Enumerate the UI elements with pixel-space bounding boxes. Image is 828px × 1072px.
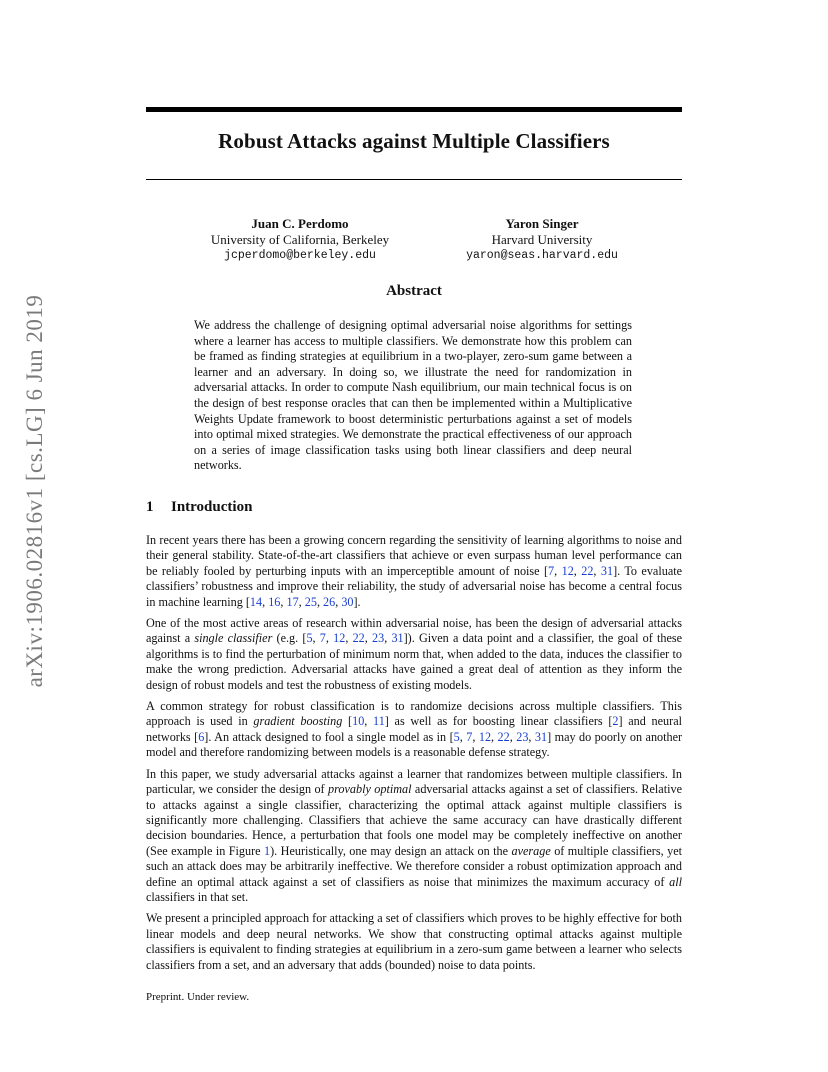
author-affiliation: Harvard University: [491, 232, 593, 247]
abstract-text: We address the challenge of designing optimal adversarial noise algorithms for settings where a learner has access to multiple classifiers. We demonstrate how this problem can be framed as finding strategies at equilibrium in a two-player, zero-sum game between a learner and an adversary. In doing so, we illustrate the need for randomization in adversarial attacks. In order to compute Nash equilibrium, our main technical focus is on the design of best response oracles that can then be implemented within a Multiplicative Weights Update framework to boost deterministic perturbations against a set of models into optimal mixed strategies. We demonstrate the practical effectiveness of our approach on a series of image classification tasks using both linear classifiers and deep neural networks.: [194, 318, 632, 473]
citation-link[interactable]: 23: [516, 729, 529, 744]
citation-link[interactable]: 10: [352, 714, 365, 729]
author-block: [450, 216, 634, 264]
title-top-rule: [146, 107, 682, 112]
body-text: ,: [554, 563, 562, 578]
arxiv-identifier-stamp: arXiv:1906.02816v1 [cs.LG] 6 Jun 2019: [22, 294, 47, 688]
author-name: Yaron Singer: [505, 216, 579, 231]
author-block: [190, 216, 410, 264]
citation-link[interactable]: 22: [581, 563, 594, 578]
body-text: ,: [325, 631, 334, 646]
body-text: ). Heuristically, one may design an attack on the: [270, 843, 512, 858]
body-text: A common strategy for robust classification is to randomize decisions across multiple classifiers. This approach is used in: [146, 699, 682, 729]
citation-link[interactable]: 12: [478, 729, 492, 744]
author-name: Juan C. Perdomo: [251, 216, 349, 231]
paragraph: [146, 911, 682, 973]
introduction-body: [146, 533, 682, 979]
body-text: ,: [593, 563, 601, 578]
body-text: ]). Given a data point and a classifier, the goal of these algorithms is to find the perturbation of minimum norm that, when added to the data, induces the classifier to make the wrong prediction. Adversarial attacks have gained a great deal of attention as they inform the design of robust models and test the robustness of existing models.: [146, 631, 683, 692]
author-email: yaron@seas.harvard.edu: [466, 249, 618, 262]
body-text: ]. An attack designed to fool a single model as in [: [204, 729, 454, 744]
paragraph: [146, 699, 682, 761]
citation-link[interactable]: 31: [391, 631, 404, 646]
citation-link[interactable]: 12: [333, 631, 346, 646]
citation-link[interactable]: 11: [373, 714, 385, 729]
section-title: Introduction: [171, 499, 253, 515]
body-text: ,: [262, 594, 269, 609]
body-text: of multiple classifiers, yet such an attack does may be arbitrarily ineffective. We therefore consider a robust optimization approach and define an optimal attack against a set of classifiers as noise that minimizes the maximum accuracy of: [146, 843, 682, 889]
citation-link[interactable]: 22: [497, 729, 510, 744]
citation-link[interactable]: 7: [548, 563, 555, 578]
citation-link[interactable]: 23: [372, 631, 385, 646]
body-text: ] may do poorly on another model and therefore randomizing between models is a reasonable defense strategy.: [146, 729, 683, 760]
body-text: ,: [364, 631, 372, 646]
paper-title: Robust Attacks against Multiple Classifiers: [218, 129, 610, 153]
citation-link[interactable]: 5: [453, 729, 460, 744]
body-text: One of the most active areas of research within adversarial noise, has been the design of adversarial attacks against a: [146, 616, 682, 646]
body-text: ,: [364, 714, 374, 729]
citation-link[interactable]: 16: [268, 594, 281, 609]
body-text: ,: [298, 594, 305, 609]
body-text: ,: [472, 729, 479, 744]
body-text: (e.g. [: [272, 631, 307, 646]
author-affiliation: University of California, Berkeley: [210, 232, 390, 247]
citation-link[interactable]: 2: [612, 714, 619, 729]
body-text: ] and neural networks [: [146, 714, 682, 744]
body-text: ,: [459, 729, 467, 744]
section-number: 1: [146, 499, 154, 515]
citation-link[interactable]: 22: [352, 631, 365, 646]
emphasis-text: provably optimal: [328, 782, 412, 797]
citation-link[interactable]: 31: [534, 729, 548, 744]
body-text: ,: [280, 594, 287, 609]
body-text: adversarial attacks against a set of classifiers. Relative to attacks against a single classifier, characterizing the optimal attack against multiple classifiers is significantly more challenging. Classifiers that achieve the same accuracy can have drastically different decision boundaries. Hence, a perturbation that fools one model may be completely ineffective on another (See example in Figure: [146, 782, 682, 858]
abstract-heading: Abstract: [386, 283, 442, 299]
body-text: ,: [509, 729, 517, 744]
body-text: ,: [573, 563, 582, 578]
citation-link[interactable]: 6: [198, 729, 205, 744]
title-bottom-rule: [146, 179, 682, 180]
body-text: ,: [491, 729, 498, 744]
paragraph: [146, 616, 682, 693]
emphasis-text: all: [669, 874, 682, 889]
section-heading: [146, 499, 252, 516]
body-text: We present a principled approach for attacking a set of classifiers which proves to be highly effective for both linear models and deep neural networks. We show that constructing optimal attacks against multiple classifiers is equivalent to finding strategies at equilibrium in a zero-sum game between a learner who selects classifiers from a set, and an adversary that adds (bounded) noise to data points.: [146, 911, 682, 972]
body-text: ,: [384, 631, 392, 646]
citation-link[interactable]: 26: [323, 594, 336, 609]
citation-link[interactable]: 14: [249, 594, 263, 609]
body-text: ].: [353, 594, 361, 609]
citation-link[interactable]: 25: [304, 594, 317, 609]
body-text: [: [342, 714, 353, 729]
emphasis-text: average: [511, 843, 551, 858]
body-text: In this paper, we study adversarial attacks against a learner that randomizes between multiple classifiers. In particular, we consider the design of: [146, 766, 682, 797]
emphasis-text: gradient boosting: [253, 714, 343, 729]
body-text: ,: [316, 594, 324, 609]
author-email: jcperdomo@berkeley.edu: [224, 249, 376, 262]
body-text: classifiers in that set.: [146, 889, 249, 904]
body-text: ,: [528, 729, 535, 744]
citation-link[interactable]: 30: [341, 594, 354, 609]
body-text: In recent years there has been a growing concern regarding the sensitivity of learning algorithms to noise and their general stability. State-of-the-art classifiers that achieve or even surpass human level performance can be reliably fooled by perturbing inputs with an imperceptible amount of noise [: [146, 533, 682, 578]
body-text: ]. To evaluate classifiers’ robustness and improve their reliability, the study of adversarial noise has become a central focus in machine learning [: [146, 563, 683, 609]
citation-link[interactable]: 1: [264, 843, 271, 858]
citation-link[interactable]: 17: [286, 594, 299, 609]
body-text: ,: [312, 631, 320, 646]
emphasis-text: single classifier: [194, 631, 273, 646]
body-text: ,: [345, 631, 353, 646]
citation-link[interactable]: 5: [306, 631, 313, 646]
footer-note: Preprint. Under review.: [146, 991, 250, 1003]
citation-link[interactable]: 31: [600, 563, 614, 578]
citation-link[interactable]: 12: [561, 563, 574, 578]
paragraph: [146, 767, 682, 906]
citation-link[interactable]: 7: [319, 631, 326, 646]
body-text: ] as well as for boosting linear classifiers [: [384, 714, 613, 729]
paragraph: [146, 533, 682, 610]
citation-link[interactable]: 7: [466, 729, 473, 744]
body-text: ,: [335, 594, 342, 609]
